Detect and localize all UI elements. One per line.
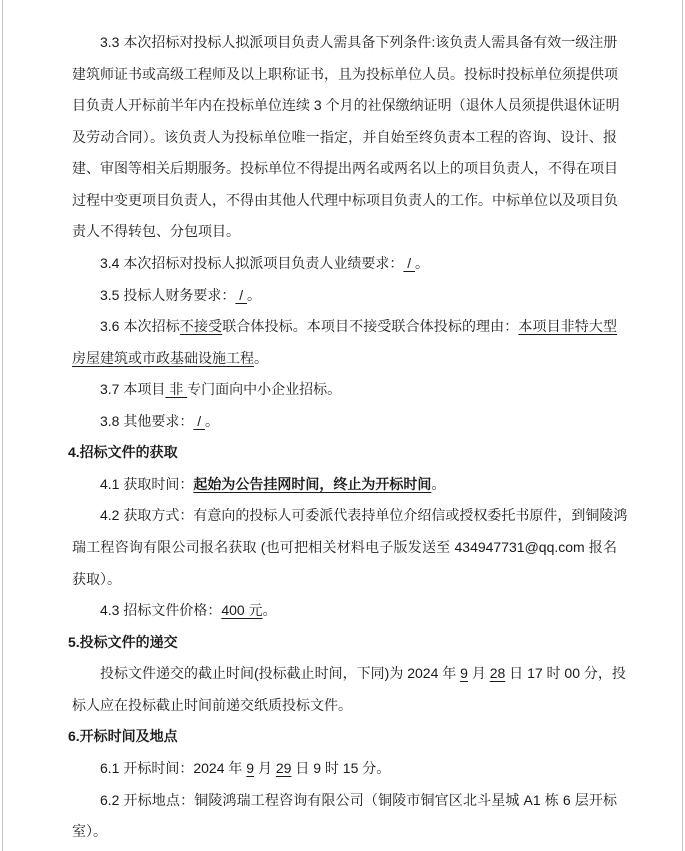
text-run: 过程中变更项目负责人，不得由其他人代理中标项目负责人的工作。中标单位以及项目负 <box>72 191 618 208</box>
text-run: 月 <box>467 665 490 682</box>
underlined-value: 9 <box>460 665 468 682</box>
text-run: 6.1 开标时间：2024 年 <box>100 759 247 776</box>
underlined-value: 28 <box>489 665 506 682</box>
text-run: 建、审图等相关后期服务。投标单位不得提出两名或两名以上的项目负责人，不得在项目 <box>72 160 618 177</box>
text-run: 日 17 时 00 分，投 <box>505 665 626 682</box>
clause-3-6-line-1 <box>72 311 617 343</box>
text-run: 标人应在投标截止时间前递交纸质投标文件。 <box>72 696 352 713</box>
underlined-value: 非 <box>165 381 188 398</box>
text-run: 获取）。 <box>72 570 121 587</box>
text-run: 3.4 本次招标对投标人拟派项目负责人业绩要求： <box>100 254 404 271</box>
section-6-heading <box>68 721 617 753</box>
underlined-value: / <box>403 254 416 271</box>
underlined-value: 起始为公告挂网时间，终止为开标时间 <box>193 475 432 492</box>
text-run: 月 <box>254 759 276 776</box>
section-5-heading <box>68 627 617 659</box>
clause-3-3-line-1 <box>72 27 617 59</box>
clause-6-1 <box>72 753 617 785</box>
text-run: 及劳动合同）。该负责人为投标单位唯一指定，并自始至终负责本工程的咨询、设计、报 <box>72 128 617 145</box>
text-run: 建筑师证书或高级工程师及以上职称证书，且为投标单位人员。投标时投标单位须提供项 <box>72 65 618 82</box>
clause-3-3-line-4 <box>72 122 617 154</box>
text-run: 6.2 开标地点：铜陵鸿瑞工程咨询有限公司（铜陵市铜官区北斗星城 A1 栋 6 层开标 <box>100 791 617 808</box>
underlined-value: 400 元 <box>221 602 263 619</box>
text-run: 目负责人开标前半年内在投标单位连续 3 个月的社保缴纳证明（退休人员须提供退休证明 <box>72 97 620 114</box>
underlined-value: 本项目非特大型 <box>518 318 617 335</box>
text-run: 日 9 时 15 分。 <box>291 759 391 776</box>
text-run: 4.1 获取时间： <box>100 475 194 492</box>
clause-3-4 <box>72 248 617 280</box>
page-right-border <box>682 0 683 851</box>
clause-3-3-line-5 <box>72 153 617 185</box>
text-run: 。 <box>205 412 220 429</box>
text-run: 4.招标文件的获取 <box>68 444 178 461</box>
clause-3-6-line-2 <box>72 343 617 375</box>
text-run: 3.5 投标人财务要求： <box>100 286 236 303</box>
underlined-value: 不接受 <box>179 318 223 335</box>
text-run: 4.3 招标文件价格： <box>100 602 222 619</box>
clause-4-3 <box>72 595 617 627</box>
text-run: 3.8 其他要求： <box>100 412 194 429</box>
text-run: 6.开标时间及地点 <box>68 728 178 745</box>
clause-4-1 <box>72 469 617 501</box>
text-run: 。 <box>431 475 446 492</box>
text-run: 。 <box>247 286 262 303</box>
clause-3-3-line-7 <box>72 216 617 248</box>
text-run: 3.7 本项目 <box>100 381 166 398</box>
section-4-heading <box>68 437 617 469</box>
text-run: 。 <box>262 602 277 619</box>
underlined-value: 房屋建筑或市政基础设施工程 <box>72 349 254 366</box>
text-run: 专门面向中小企业招标。 <box>187 381 342 398</box>
clause-4-2-line-1 <box>72 500 628 532</box>
document-content <box>68 27 628 848</box>
underlined-value: 9 <box>246 759 255 776</box>
underlined-value: / <box>235 286 248 303</box>
text-run: 联合体投标。本项目不接受联合体投标的理由： <box>222 318 519 335</box>
text-run: 3.3 本次招标对投标人拟派项目负责人需具备下列条件:该负责人需具备有效一级注册 <box>100 34 618 50</box>
text-run: 室）。 <box>72 823 107 840</box>
page-left-border <box>2 0 3 851</box>
clause-5-line-1 <box>72 658 626 690</box>
underlined-value: 29 <box>275 759 292 776</box>
clause-6-2-line-1 <box>72 785 617 817</box>
clause-5-line-2 <box>72 690 617 722</box>
clause-3-3-line-2 <box>72 59 617 91</box>
text-run: 4.2 获取方式：有意向的投标人可委派代表持单位介绍信或授权委托书原件，到铜陵鸿 <box>100 507 628 524</box>
text-run: 。 <box>415 254 430 271</box>
clause-3-5 <box>72 280 617 312</box>
text-run: 3.6 本次招标 <box>100 318 180 335</box>
text-run: 投标文件递交的截止时间(投标截止时间，下同)为 2024 年 <box>100 665 461 682</box>
text-run: 责人不得转包、分包项目。 <box>72 223 240 240</box>
clause-3-3-line-6 <box>72 185 617 217</box>
clause-3-7 <box>72 374 617 406</box>
clause-3-8 <box>72 406 617 438</box>
clause-4-2-line-3 <box>72 564 617 596</box>
clause-4-2-line-2 <box>72 532 617 564</box>
underlined-value: / <box>193 412 206 429</box>
text-run: 。 <box>254 349 268 366</box>
clause-6-2-line-2 <box>72 816 617 848</box>
clause-3-3-line-3 <box>72 90 620 122</box>
text-run: 5.投标文件的递交 <box>68 633 178 650</box>
text-run: 瑞工程咨询有限公司报名获取 (也可把相关材料电子版发送至 434947731@qq.com 报名 <box>72 539 617 555</box>
